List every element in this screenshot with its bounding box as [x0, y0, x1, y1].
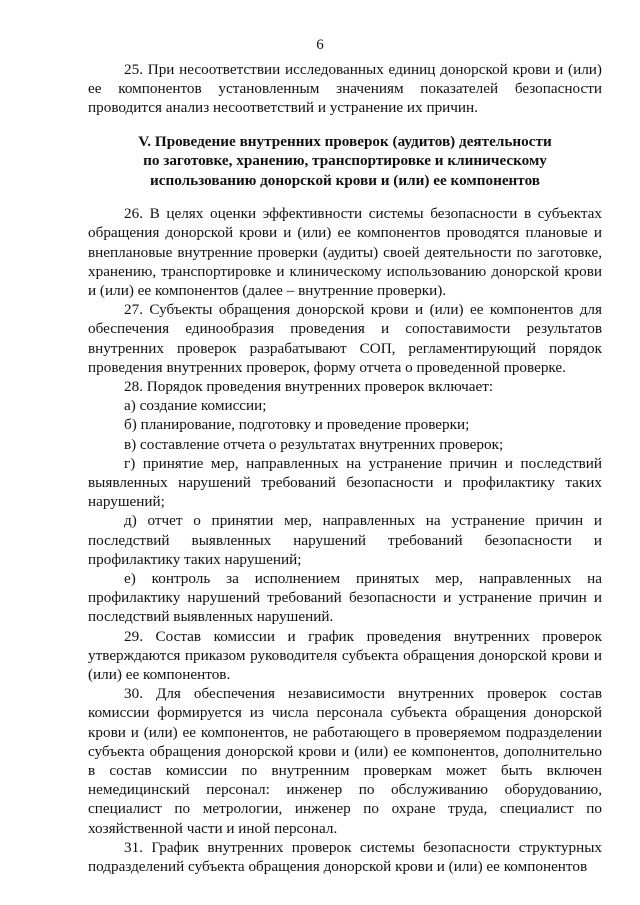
section-heading-line-3: использованию донорской крови и (или) ее компонентов	[149, 171, 540, 189]
list-item-b: б) планирование, подготовку и проведение проверки;	[124, 416, 470, 434]
paragraph-29: 29. Состав комиссии и график проведения внутренних проверок утверждаются приказом руководителя субъекта обращения донорской крови и (или) ее компонентов.	[88, 627, 602, 683]
paragraph-26: 26. В целях оценки эффективности системы безопасности в субъектах обращения донорской крови и (или) ее компонентов проводятся плановые и внеплановые внутренние проверки (аудиты) своей деятельности по заготовке, хранению, транспортировке и клиническому использованию донорской крови и (или) ее компонентов (далее – внутренние проверки).	[88, 205, 602, 299]
document-body	[88, 60, 602, 876]
list-item-d: д) отчет о принятии мер, направленных на устранение причин и последствий выявленных нарушений требований безопасности и профилактику таких нарушений;	[88, 512, 602, 568]
page-number: 6	[316, 37, 324, 53]
paragraph-31: 31. График внутренних проверок системы безопасности структурных подразделений субъекта обращения донорской крови и (или) ее компонентов	[88, 838, 602, 876]
section-heading	[88, 132, 602, 191]
list-item-g: г) принятие мер, направленных на устранение причин и последствий выявленных нарушений требований безопасности и профилактику таких нарушений;	[88, 454, 602, 511]
list-item-v: в) составление отчета о результатах внутренних проверок;	[124, 435, 504, 453]
paragraph-27: 27. Субъекты обращения донорской крови и (или) ее компонентов для обеспечения единообразия проведения и сопоставимости результатов внутренних проверок разрабатывают СОП, регламентирующий порядок проведения внутренних проверок, форму отчета о проведенной проверке.	[88, 301, 602, 376]
list-item-a: а) создание комиссии;	[124, 397, 267, 415]
paragraph-30: 30. Для обеспечения независимости внутренних проверок состав комиссии формируется из числа персонала субъекта обращения донорской крови и (или) ее компонентов, не работающего в проверяемом подразделении субъекта обращения донорской крови и (или) ее компонентов, дополнительно в состав комиссии по внутренним проверкам может быть включен немедицинский персонал: инженер по обслуживанию оборудованию, специалист по метрологии, инженер по охране труда, специалист по хозяйственной части и иной персонал.	[88, 685, 602, 837]
section-heading-line-1: V. Проведение внутренних проверок (аудитов) деятельности	[138, 132, 552, 150]
paragraph-25: 25. При несоответствии исследованных единиц донорской крови и (или) ее компонентов установленным значениям показателей безопасности проводится анализ несоответствий и устранение их причин.	[88, 61, 602, 117]
section-heading-line-2: по заготовке, хранению, транспортировке и клиническому	[143, 152, 547, 170]
list-item-e: е) контроль за исполнением принятых мер, направленных на профилактику нарушений требований безопасности и устранение причин и последствий выявленных нарушений.	[88, 569, 602, 626]
paragraph-28: 28. Порядок проведения внутренних проверок включает:	[124, 377, 494, 395]
